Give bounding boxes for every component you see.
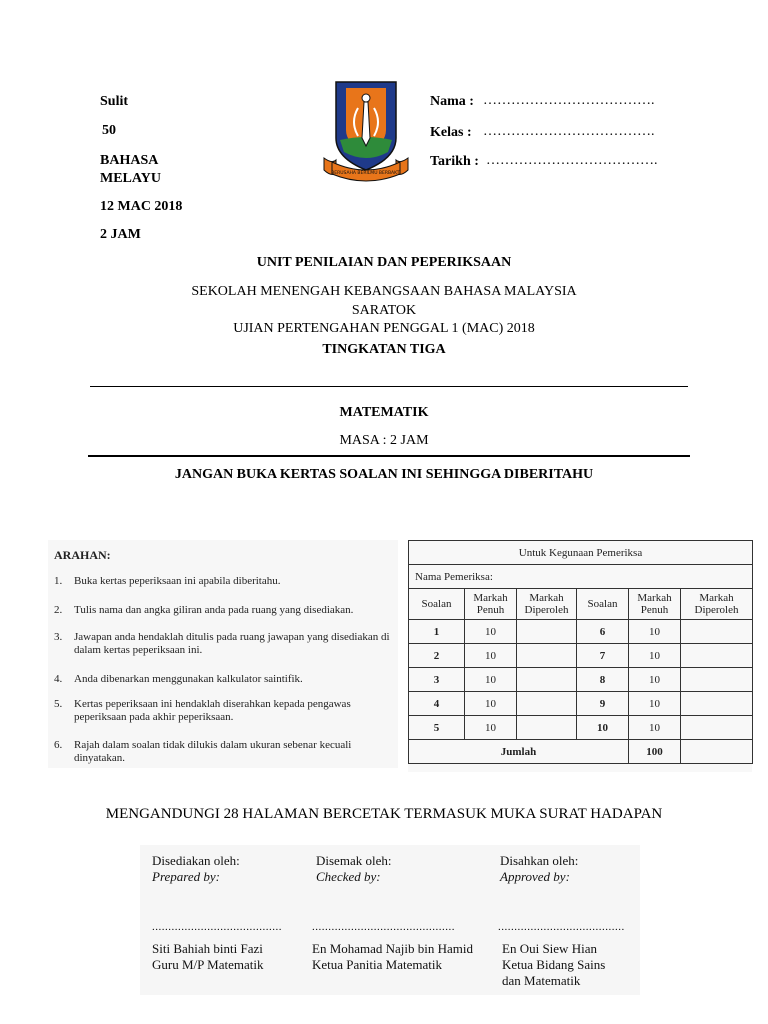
marks-obtained-cell[interactable] xyxy=(517,620,577,644)
school-name-line-1: SEKOLAH MENENGAH KEBANGSAAN BAHASA MALAYSIA xyxy=(191,284,577,299)
exam-title: UJIAN PERTENGAHAN PENGGAL 1 (MAC) 2018 xyxy=(233,321,535,336)
marks-obtained-cell[interactable] xyxy=(681,668,753,692)
instruction-text: Buka kertas peperiksaan ini apabila diberitahu. xyxy=(74,575,281,587)
question-number: 4 xyxy=(409,692,465,716)
crest-motto: BERUSAHA BERILMU BERBAKTI xyxy=(331,171,401,176)
question-number: 5 xyxy=(409,716,465,740)
examiner-name-field[interactable]: Nama Pemeriksa: xyxy=(409,565,753,589)
school-crest-logo xyxy=(322,78,410,182)
total-row xyxy=(409,740,753,764)
question-number: 9 xyxy=(577,692,629,716)
exam-duration: 2 JAM xyxy=(100,227,141,242)
approved-by-name: En Oui Siew Hian xyxy=(502,941,597,956)
warning-text: JANGAN BUKA KERTAS SOALAN INI SEHINGGA DIBERITAHU xyxy=(174,467,594,482)
approved-by-signature-line: ....................................... xyxy=(498,921,625,933)
table-row xyxy=(409,692,753,716)
instruction-text: Rajah dalam soalan tidak dilukis dalam ukuran sebenar kecuali dinyatakan. xyxy=(74,739,352,764)
approved-by-label: Disahkan oleh: xyxy=(500,853,579,868)
prepared-by-name: Siti Bahiah binti Fazi xyxy=(152,941,263,956)
full-marks: 10 xyxy=(629,692,681,716)
checked-by-role: Ketua Panitia Matematik xyxy=(312,957,442,972)
full-marks: 10 xyxy=(629,644,681,668)
approved-by-label-en: Approved by: xyxy=(500,869,570,884)
checked-by-name: En Mohamad Najib bin Hamid xyxy=(312,941,474,956)
divider-thick xyxy=(88,455,690,457)
instructions-panel xyxy=(48,540,398,768)
header-soalan: Soalan xyxy=(577,589,629,620)
total-obtained-cell[interactable] xyxy=(681,740,753,764)
signoff-section xyxy=(140,845,640,995)
question-number: 2 xyxy=(409,644,465,668)
instruction-number: 5. xyxy=(54,698,63,710)
marks-obtained-cell[interactable] xyxy=(517,692,577,716)
page-count-note: MENGANDUNGI 28 HALAMAN BERCETAK TERMASUK MUKA SURAT HADAPAN xyxy=(105,806,663,822)
marks-obtained-cell[interactable] xyxy=(517,716,577,740)
marks-obtained-cell[interactable] xyxy=(517,644,577,668)
instructions-title: ARAHAN: xyxy=(54,548,111,562)
marks-obtained-cell[interactable] xyxy=(681,620,753,644)
prepared-by-role: Guru M/P Matematik xyxy=(152,957,264,972)
approved-by-column xyxy=(498,853,668,988)
question-number: 10 xyxy=(577,716,629,740)
question-number: 7 xyxy=(577,644,629,668)
question-number: 1 xyxy=(409,620,465,644)
instruction-number: 2. xyxy=(54,604,63,616)
examiner-marks-table xyxy=(408,540,752,772)
unit-title: UNIT PENILAIAN DAN PEPERIKSAAN xyxy=(256,255,512,270)
full-marks: 10 xyxy=(465,692,517,716)
marks-obtained-cell[interactable] xyxy=(681,644,753,668)
full-marks: 10 xyxy=(465,644,517,668)
school-name-line-2: SARATOK xyxy=(351,303,417,318)
header-markah-diperoleh: Markah Diperoleh xyxy=(517,589,577,620)
total-marks: 100 xyxy=(629,740,681,764)
marks-obtained-cell[interactable] xyxy=(681,692,753,716)
full-marks: 10 xyxy=(629,668,681,692)
full-marks: 10 xyxy=(465,620,517,644)
header-markah-penuh: Markah Penuh xyxy=(465,589,517,620)
prepared-by-column xyxy=(152,853,322,972)
table-row xyxy=(409,620,753,644)
sulit-label: Sulit xyxy=(100,94,129,109)
instruction-text: Jawapan anda hendaklah ditulis pada ruang jawapan yang disediakan di dalam kertas peperiksaan ini. xyxy=(74,631,390,656)
nama-label: Nama : xyxy=(430,94,474,109)
kelas-label: Kelas : xyxy=(430,125,472,140)
marks-obtained-cell[interactable] xyxy=(517,668,577,692)
form-title: TINGKATAN TIGA xyxy=(322,342,446,357)
prepared-by-label: Disediakan oleh: xyxy=(152,853,240,868)
time-allowed: MASA : 2 JAM xyxy=(339,433,429,448)
header-markah-diperoleh: Markah Diperoleh xyxy=(681,589,753,620)
instruction-number: 1. xyxy=(54,575,63,587)
approved-by-role-2: dan Matematik xyxy=(502,973,581,988)
checked-by-column xyxy=(312,853,482,972)
question-number: 8 xyxy=(577,668,629,692)
prepared-by-signature-line: ........................................ xyxy=(152,921,282,933)
question-number: 3 xyxy=(409,668,465,692)
checked-by-label-en: Checked by: xyxy=(316,869,381,884)
full-marks: 10 xyxy=(465,716,517,740)
full-marks: 10 xyxy=(629,716,681,740)
table-title: Untuk Kegunaan Pemeriksa xyxy=(409,541,753,565)
approved-by-role: Ketua Bidang Sains xyxy=(502,957,606,972)
divider-thin xyxy=(90,386,688,387)
instruction-text: Anda dibenarkan menggunakan kalkulator saintifik. xyxy=(74,673,303,685)
kelas-field[interactable]: ………………………………. xyxy=(483,124,655,139)
nama-field[interactable]: ………………………………. xyxy=(483,93,655,108)
header-markah-penuh: Markah Penuh xyxy=(629,589,681,620)
instruction-number: 4. xyxy=(54,673,63,685)
subject-line-1: BAHASA xyxy=(100,153,159,168)
exam-date: 12 MAC 2018 xyxy=(100,199,183,214)
instruction-number: 6. xyxy=(54,739,63,751)
table-row xyxy=(409,716,753,740)
instruction-text: Tulis nama dan angka giliran anda pada ruang yang disediakan. xyxy=(74,604,354,616)
tarikh-field[interactable]: ………………………………. xyxy=(486,153,658,168)
full-marks: 10 xyxy=(465,668,517,692)
checked-by-signature-line: ............................................ xyxy=(312,921,455,933)
total-label: Jumlah xyxy=(409,740,629,764)
table-row xyxy=(409,644,753,668)
tarikh-label: Tarikh : xyxy=(430,154,479,169)
question-number: 6 xyxy=(577,620,629,644)
prepared-by-label-en: Prepared by: xyxy=(152,869,220,884)
subject-line-2: MELAYU xyxy=(100,171,161,186)
paper-code: 50 xyxy=(102,123,116,138)
instruction-number: 3. xyxy=(54,631,63,643)
checked-by-label: Disemak oleh: xyxy=(316,853,392,868)
header-soalan: Soalan xyxy=(409,589,465,620)
marks-obtained-cell[interactable] xyxy=(681,716,753,740)
full-marks: 10 xyxy=(629,620,681,644)
subject-title: MATEMATIK xyxy=(339,405,429,420)
instruction-text: Kertas peperiksaan ini hendaklah diserahkan kepada pengawas peperiksaan pada akhir peperiksaan. xyxy=(74,698,351,723)
table-row xyxy=(409,668,753,692)
